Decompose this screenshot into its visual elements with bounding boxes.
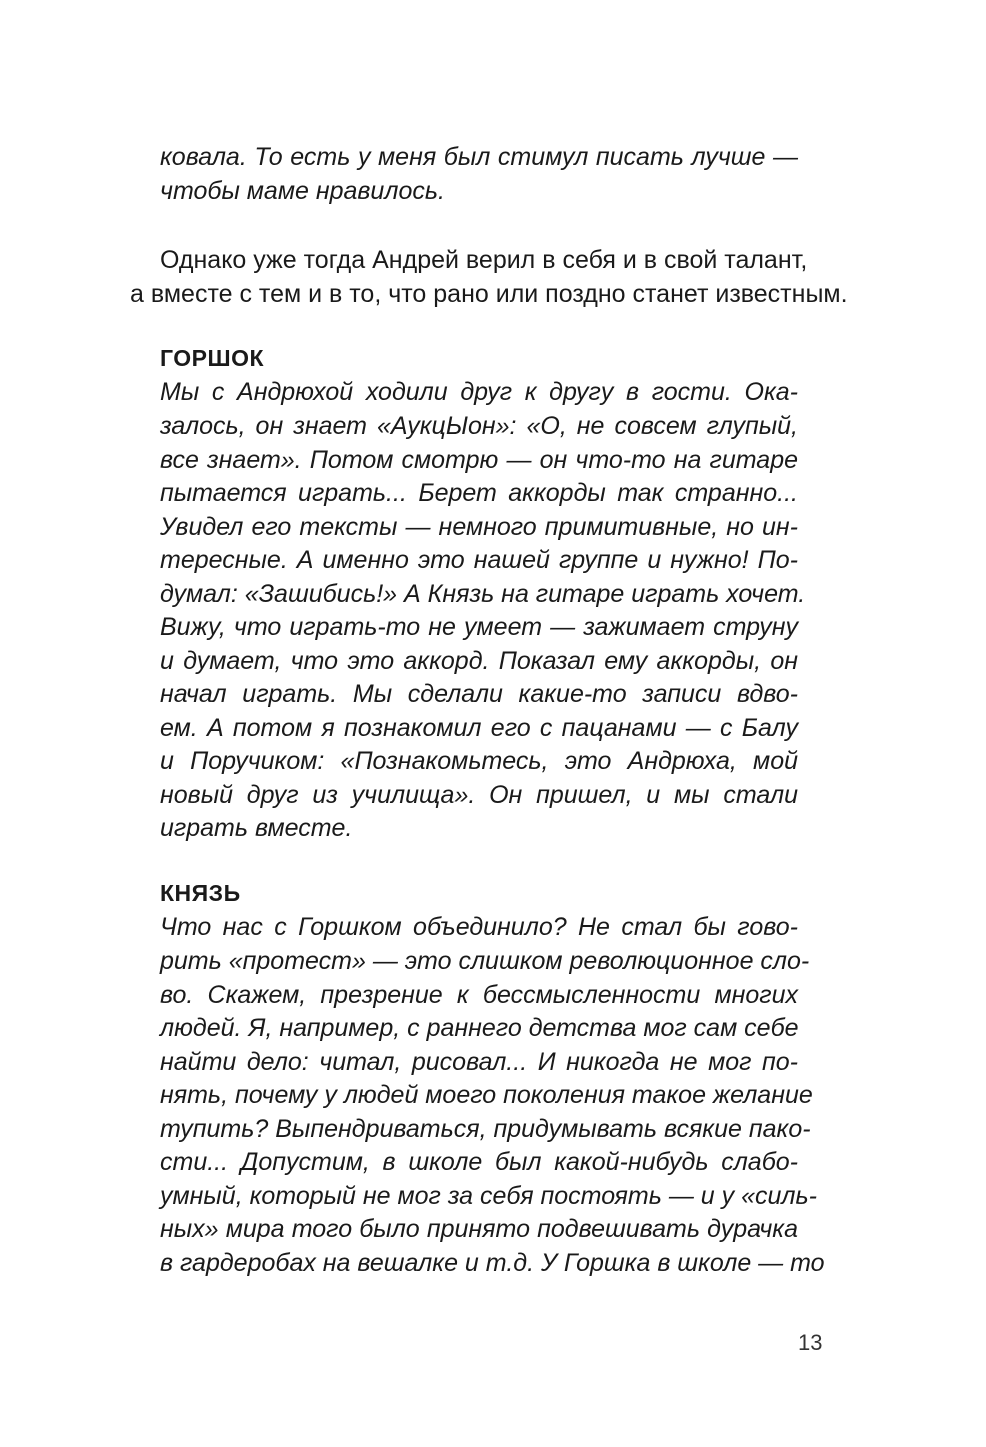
- quote-line: тупить? Выпендриваться, придумывать всякие пако-: [160, 1115, 811, 1143]
- page-number: 13: [798, 1330, 823, 1355]
- quote-line: все знает». Потом смотрю — он что-то на гитаре: [160, 446, 798, 474]
- section-heading-gorshok: ГОРШОК: [160, 345, 265, 371]
- quote-line: и Поручиком: «Познакомьтесь, это Андрюха, мой: [160, 747, 798, 775]
- quote-line: людей. Я, например, с раннего детства мог сам себе: [160, 1014, 799, 1042]
- quote-line: думал: «Зашибись!» А Князь на гитаре играть хочет.: [160, 580, 806, 608]
- quote-line: Что нас с Горшком объединило? Не стал бы гово-: [160, 913, 798, 941]
- quote-line: в гардеробах на вешалке и т.д. У Горшка в школе — то: [160, 1249, 825, 1277]
- quote-line: ем. А потом я познакомил его с пацанами — с Балу: [160, 714, 798, 742]
- narration-line: Однако уже тогда Андрей верил в себя и в свой талант,: [160, 246, 808, 274]
- quote-line: сти... Допустим, в школе был какой-нибудь слабо-: [160, 1148, 798, 1176]
- intro-quote-line: чтобы маме нравилось.: [160, 177, 445, 205]
- quote-line: залось, он знает «АукцЫон»: «О, не совсем глупый,: [160, 412, 798, 440]
- quote-line: Мы с Андрюхой ходили друг к другу в гости. Ока-: [160, 378, 798, 406]
- section-heading-knyaz: КНЯЗЬ: [160, 880, 241, 906]
- quote-line: и думает, что это аккорд. Показал ему аккорды, он: [160, 647, 798, 675]
- quote-line: найти дело: читал, рисовал... И никогда не мог по-: [160, 1048, 798, 1076]
- intro-quote-line: ковала. То есть у меня был стимул писать лучше —: [160, 143, 798, 171]
- quote-line: нять, почему у людей моего поколения такое желание: [160, 1081, 813, 1109]
- quote-line: новый друг из училища». Он пришел, и мы стали: [160, 781, 798, 809]
- quote-line: Увидел его тексты — немного примитивные, но ин-: [160, 513, 798, 541]
- quote-line: ных» мира того было принято подвешивать дурачка: [160, 1215, 798, 1243]
- quote-line: начал играть. Мы сделали какие-то записи вдво-: [160, 680, 798, 708]
- quote-line: во. Скажем, презрение к бессмысленности многих: [160, 981, 798, 1009]
- quote-line: играть вместе.: [160, 814, 353, 842]
- quote-line: умный, который не мог за себя постоять — и у «силь-: [160, 1182, 817, 1210]
- quote-line: пытается играть... Берет аккорды так странно...: [160, 479, 798, 507]
- quote-line: рить «протест» — это слишком революционное сло-: [160, 947, 810, 975]
- quote-line: тересные. А именно это нашей группе и нужно! По-: [160, 546, 798, 574]
- quote-line: Вижу, что играть-то не умеет — зажимает струну: [160, 613, 798, 641]
- narration-line: а вместе с тем и в то, что рано или поздно станет известным.: [130, 280, 848, 308]
